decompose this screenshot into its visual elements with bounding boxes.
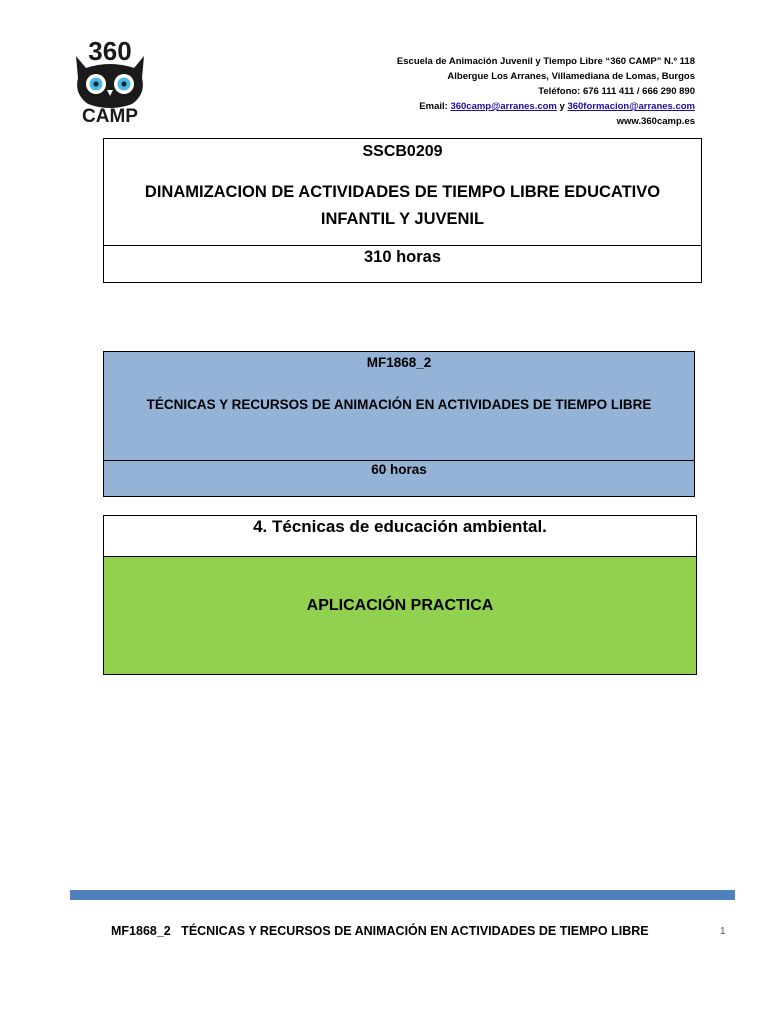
phone-primary: Teléfono: 676 111 411 (538, 86, 635, 97)
page-number: 1 (720, 926, 726, 937)
email-label: Email: (419, 101, 448, 112)
course-title: DINAMIZACION DE ACTIVIDADES DE TIEMPO LIBRE EDUCATIVO INFANTIL Y JUVENIL (144, 183, 661, 228)
course-code: SSCB0209 (362, 143, 443, 160)
module-divider (104, 460, 694, 461)
email-link-formacion[interactable]: 360formacion@arranes.com (567, 101, 695, 112)
header-contact (295, 54, 695, 129)
topic-box (103, 515, 697, 675)
practice-panel (104, 556, 696, 674)
school-name: Escuela de Animación Juvenil y Tiempo Libre “360 CAMP” N.º 118 (396, 56, 695, 67)
website: www.360camp.es (616, 116, 695, 127)
phone-secondary: 666 290 890 (642, 86, 695, 97)
module-code: MF1868_2 (366, 355, 432, 370)
course-box (103, 138, 702, 283)
module-box (103, 351, 695, 497)
course-hours: 310 horas (363, 248, 442, 266)
footer-text: MF1868_2 TÉCNICAS Y RECURSOS DE ANIMACIÓN EN ACTIVIDADES DE TIEMPO LIBRE (111, 924, 649, 938)
module-hours: 60 horas (371, 462, 427, 477)
phone-separator: / (636, 86, 640, 97)
course-divider (104, 245, 701, 246)
topic-title: 4. Técnicas de educación ambiental. (253, 517, 547, 536)
practice-label: APLICACIÓN PRACTICA (306, 597, 494, 614)
address: Albergue Los Arranes, Villamediana de Lomas, Burgos (447, 71, 695, 82)
module-title: TÉCNICAS Y RECURSOS DE ANIMACIÓN EN ACTIVIDADES DE TIEMPO LIBRE (146, 397, 652, 412)
logo-word: CAMP (82, 106, 138, 124)
email-link-camp[interactable]: 360camp@arranes.com (450, 101, 557, 112)
email-line (295, 99, 695, 114)
logo-number: 360 (88, 38, 132, 66)
footer-bar (70, 890, 735, 900)
phone-line (295, 84, 695, 99)
owl-logo (72, 38, 148, 124)
email-join: y (559, 101, 565, 112)
